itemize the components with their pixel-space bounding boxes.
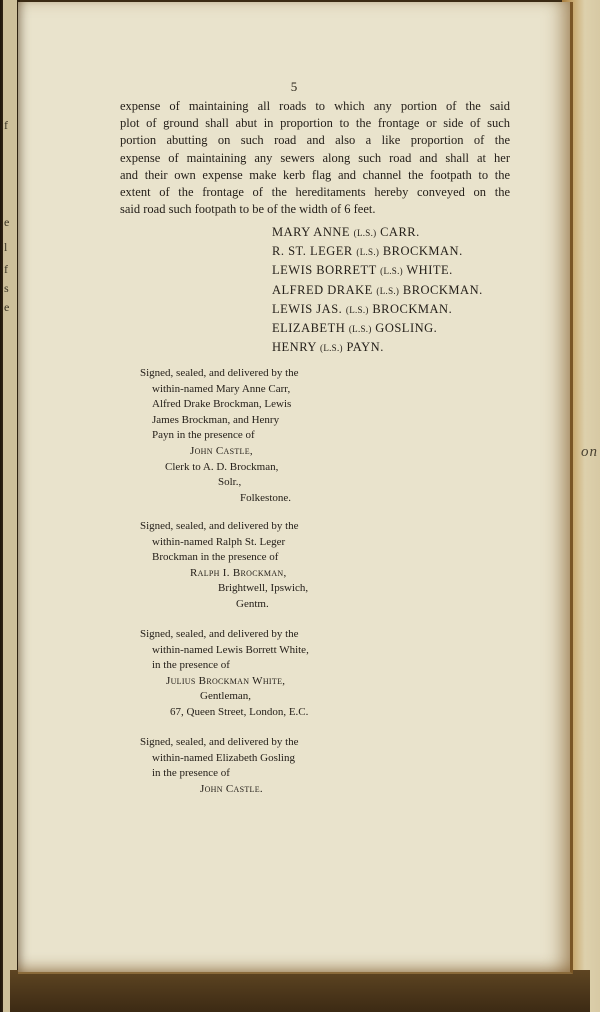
clause-line: and their own expense make kerb flag and channel the footpath to the: [120, 167, 510, 182]
attestation-line: Signed, sealed, and delivered by the: [140, 367, 299, 379]
clause-line: extent of the frontage of the hereditaments hereby conveyed on the: [120, 185, 510, 200]
witness-name: Ralph I. Brockman,: [190, 566, 287, 579]
witness-detail: Gentleman,: [200, 690, 252, 703]
margin-fragment: f: [4, 262, 8, 276]
attestation-line: James Brockman, and Henry: [152, 413, 280, 426]
clause-line: expense of maintaining all roads to which any portion of the said: [120, 99, 510, 113]
witness-detail: Solr.,: [218, 476, 242, 489]
page-number: 5: [290, 79, 298, 94]
attestation-line: within-named Mary Anne Carr,: [152, 382, 291, 395]
witness-detail: Clerk to A. D. Brockman,: [165, 460, 279, 473]
signatory: ALFRED DRAKE (L.S.) BROCKMAN.: [272, 282, 483, 297]
signatory: R. ST. LEGER (L.S.) BROCKMAN.: [272, 244, 463, 259]
witness-detail: Folkestone.: [240, 491, 292, 504]
signatory-list: [272, 223, 483, 357]
attestation-block: [140, 519, 340, 613]
witness-detail: Gentm.: [236, 597, 269, 610]
clause-line: plot of ground shall abut in proportion to the frontage or side of such: [120, 116, 510, 131]
signatory: LEWIS BORRETT (L.S.) WHITE.: [272, 263, 453, 278]
signatory: LEWIS JAS. (L.S.) BROCKMAN.: [272, 301, 453, 316]
clause-line: portion abutting on such road and also a like proportion of the: [120, 133, 510, 148]
witness-name: John Castle,: [190, 444, 253, 457]
attestation-block: [140, 627, 340, 721]
attestation-line: Brockman in the presence of: [152, 551, 279, 564]
witness-name: John Castle.: [200, 782, 263, 795]
seal-mark: (L.S.): [380, 266, 403, 277]
attestation-line: in the presence of: [152, 659, 230, 672]
margin-fragment: f: [4, 118, 8, 132]
margin-fragment: e: [4, 215, 10, 229]
attestation-line: within-named Lewis Borrett White,: [152, 643, 309, 656]
margin-fragment: l: [4, 240, 8, 254]
attestation-line: Signed, sealed, and delivered by the: [140, 520, 299, 532]
clause-line: expense of maintaining any sewers along such road and shall at her: [120, 150, 510, 165]
seal-mark: (L.S.): [356, 247, 380, 258]
witness-detail: 67, Queen Street, London, E.C.: [170, 705, 309, 718]
signatory: HENRY (L.S.) PAYN.: [272, 340, 384, 355]
signatory: ELIZABETH (L.S.) GOSLING.: [272, 321, 438, 336]
attestation-block: [140, 735, 340, 797]
attestation-line: Payn in the presence of: [152, 429, 255, 442]
attestation-block: [140, 366, 340, 506]
attestation-line: within-named Ralph St. Leger: [152, 535, 286, 548]
witness-detail: Brightwell, Ipswich,: [218, 582, 309, 595]
clause-line: said road such footpath to be of the width of 6 feet.: [120, 202, 376, 217]
margin-fragment-right: on: [581, 444, 598, 460]
seal-mark: (L.S.): [345, 304, 369, 315]
page-bottom-edge: [10, 970, 590, 1012]
attestation-line: Signed, sealed, and delivered by the: [140, 736, 299, 748]
attestation-line: Signed, sealed, and delivered by the: [140, 628, 299, 640]
signatory: MARY ANNE (L.S.) CARR.: [272, 225, 420, 239]
witness-name: Julius Brockman White,: [166, 674, 286, 687]
attestation-line: within-named Elizabeth Gosling: [152, 751, 295, 764]
deed-clause: [120, 98, 510, 218]
attestation-line: Alfred Drake Brockman, Lewis: [152, 398, 292, 411]
margin-fragment: e: [4, 300, 10, 314]
seal-mark: (L.S.): [353, 228, 377, 238]
seal-mark: (L.S.): [376, 285, 400, 296]
seal-mark: (L.S.): [348, 324, 372, 335]
margin-fragment: s: [4, 281, 9, 295]
attestation-line: in the presence of: [152, 767, 230, 780]
seal-mark: (L.S.): [320, 343, 343, 354]
left-page-edge: [3, 0, 19, 1012]
